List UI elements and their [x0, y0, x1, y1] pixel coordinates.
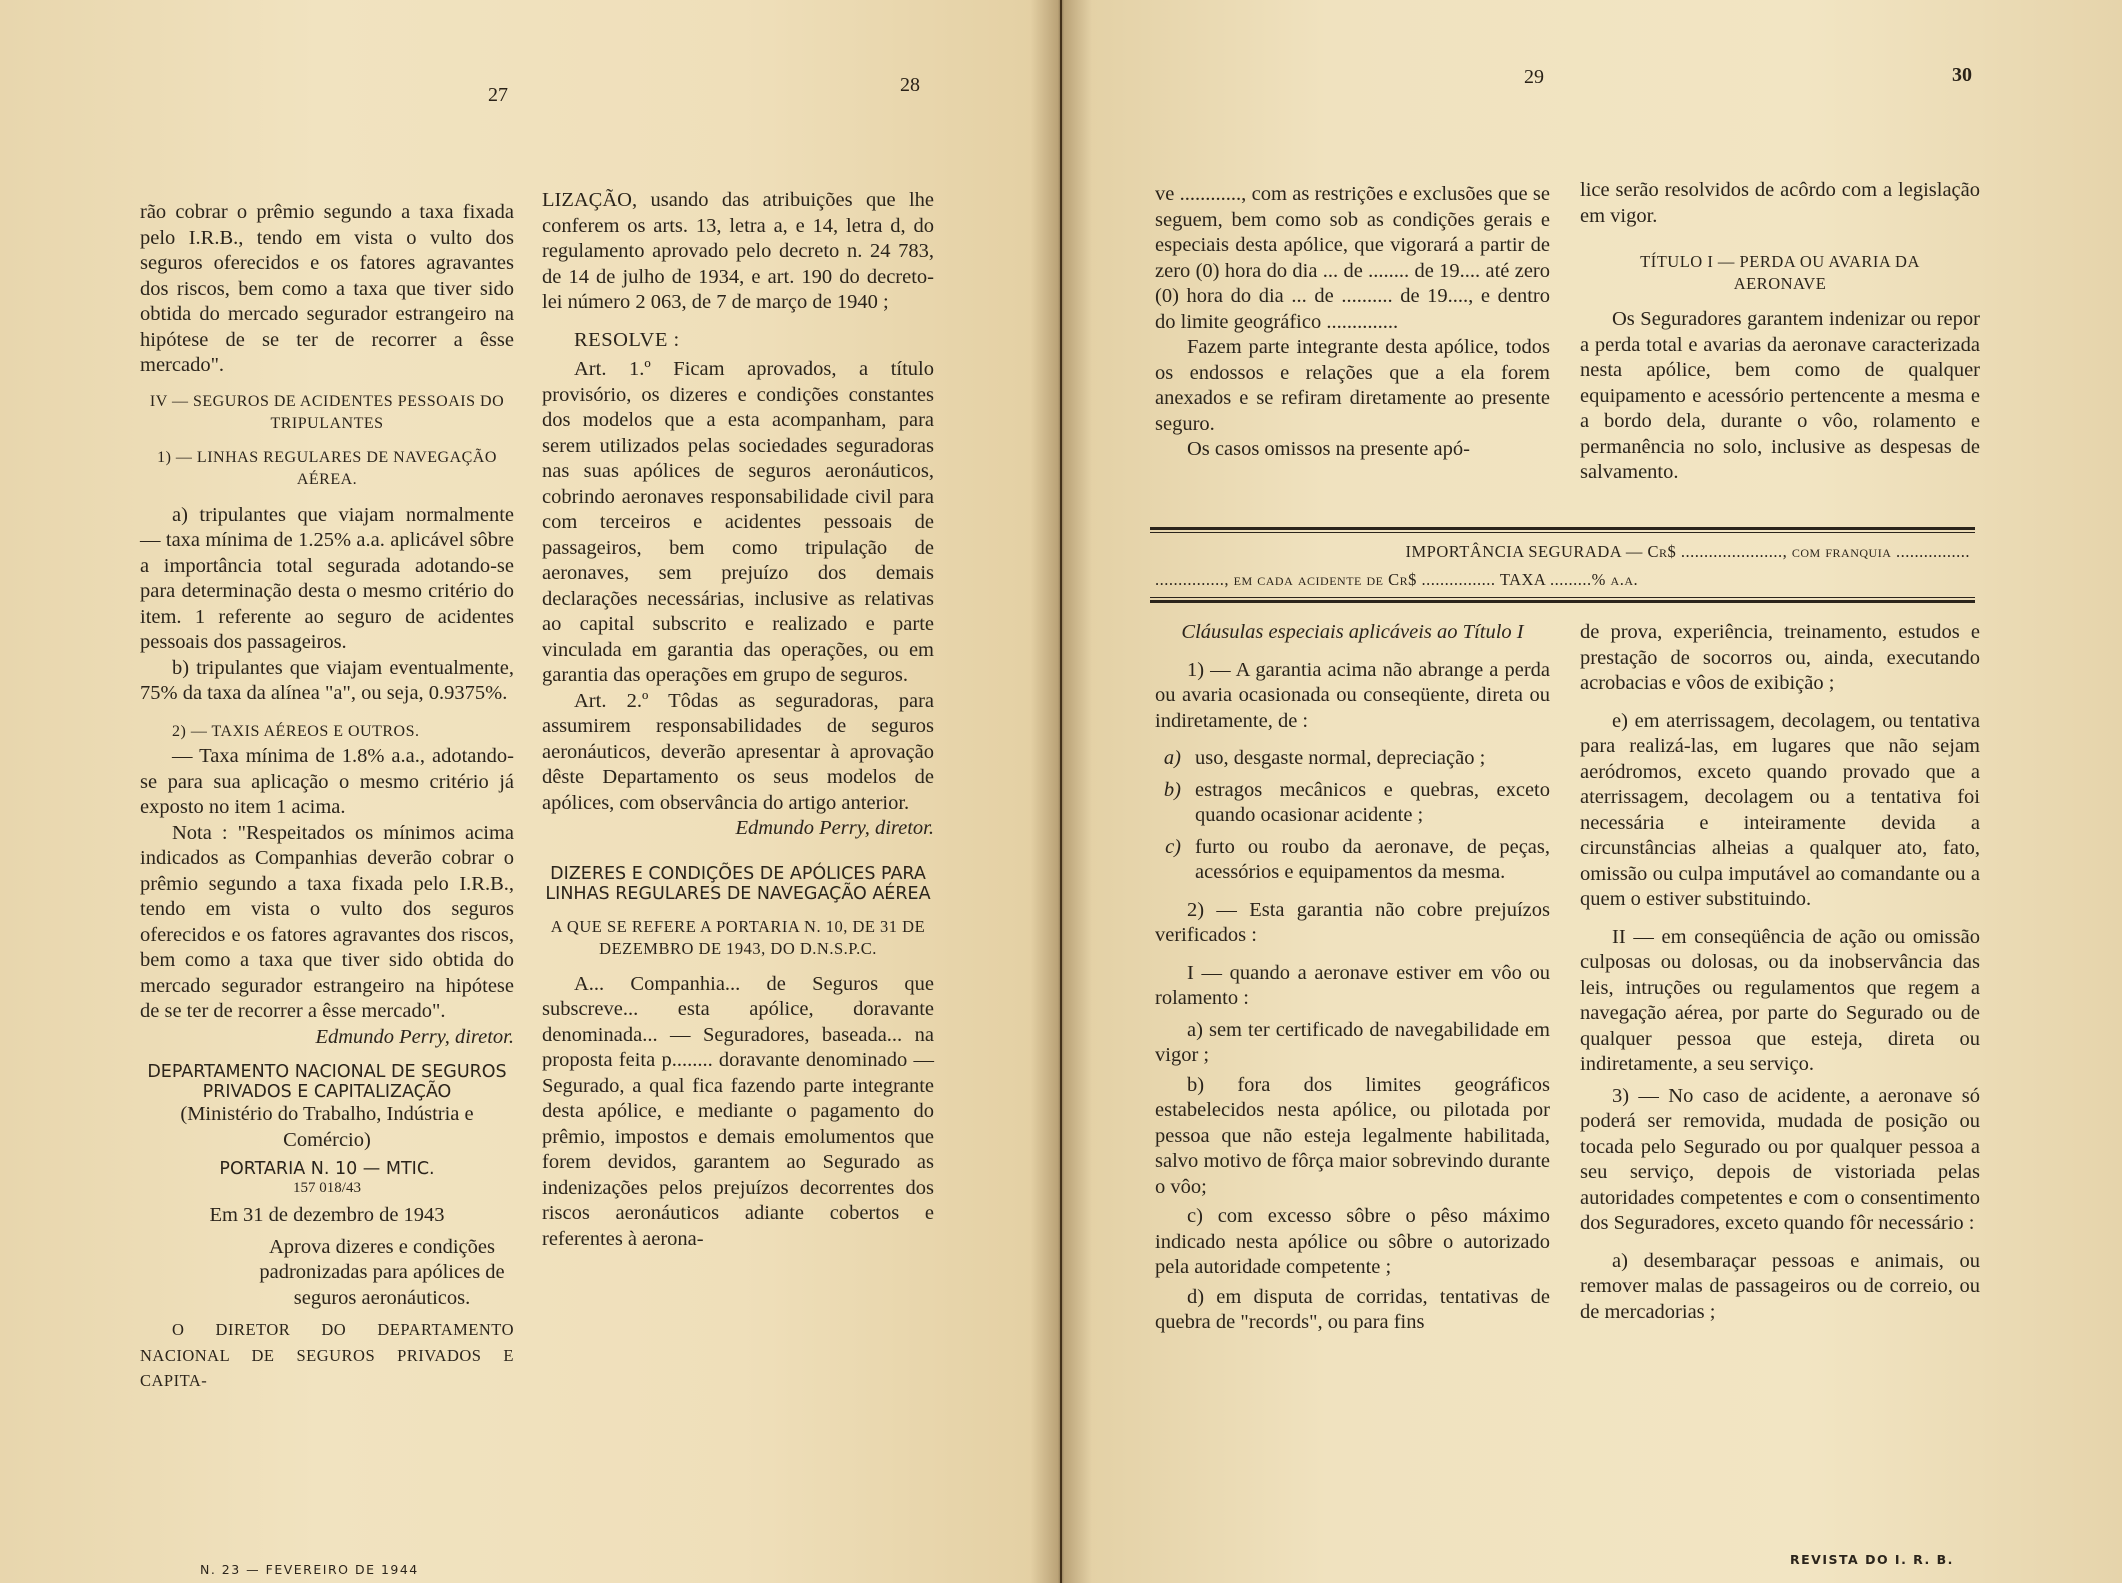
portaria-title: PORTARIA N. 10 — MTIC. — [219, 1159, 435, 1179]
paragraph: a) sem ter certificado de navegabilidade em vigor ; — [1155, 1018, 1550, 1066]
column-page-30-top — [1580, 178, 1980, 486]
paragraph: c) com excesso sôbre o pêso máximo indicado nesta apólice ou sôbre o autorizado pela autoridade competente ; — [1155, 1205, 1550, 1278]
list-label: b) — [1163, 778, 1181, 801]
paragraph: LIZAÇÃO, usando das atribuições que lhe conferem os arts. 13, letra a, e 14, letra d, do regulamento aprovado pelo decreto n. 24 783, de 14 de julho de 1934, e art. 190 do decreto-lei número 2 063, de 7 de março de 1940 ; — [542, 189, 934, 313]
paragraph: b) tripulantes que viajam eventualmente, 75% da taxa da alínea "a", ou seja, 0.9375%. — [140, 656, 514, 704]
paragraph: 3) — No caso de acidente, a aeronave só poderá ser removida, mudada de posição ou tocada pelo Segurado ou por qualquer pessoa a seu serviço, depois de vistoriada pelas autoridades competentes e com o consentimento dos Seguradores, exceto quando fôr necessário : — [1580, 1084, 1980, 1234]
ministry-line: (Ministério do Trabalho, Indústria e Comércio) — [180, 1103, 474, 1151]
list-text: uso, desgaste normal, depreciação ; — [1195, 747, 1486, 769]
subsection-heading: 1) — LINHAS REGULARES DE NAVEGAÇÃO AÉREA. — [157, 448, 497, 488]
paragraph: b) fora dos limites geográficos estabelecidos nesta apólice, ou pilotada por pessoa que não esteja legalmente habilitada, salvo motivo de fôrça maior sobrevindo durante o vôo; — [1155, 1073, 1550, 1198]
paragraph: Os casos omissos na presente apó- — [1187, 438, 1470, 460]
column-page-28 — [542, 188, 934, 1252]
list-item — [1155, 746, 1550, 772]
page-number-30: 30 — [1952, 64, 1972, 86]
paragraph: O DIRETOR DO DEPARTAMENTO NACIONAL DE SEGUROS PRIVADOS E CAPITA- — [140, 1320, 514, 1390]
rule-bottom-thin — [1150, 597, 1975, 598]
list-label: c) — [1165, 835, 1181, 858]
paragraph: ve ............, com as restrições e exclusões que se seguem, bem como sob as condições gerais e especiais desta apólice, que vigorará a partir de zero (0) hora do dia ... de ........ de 19.... até zero (0) hora do dia ... de .......... de 19...., e dentro do limite geográfico .............. — [1155, 183, 1550, 333]
column-page-29-top — [1155, 182, 1550, 463]
list-item — [1155, 835, 1550, 886]
list-label: a) — [1163, 747, 1181, 769]
department-heading: DEPARTAMENTO NACIONAL DE SEGUROS PRIVADOS E CAPITALIZAÇÃO — [147, 1062, 507, 1102]
column-page-30-bottom — [1580, 620, 1980, 1325]
paragraph: I — quando a aeronave estiver em vôo ou rolamento : — [1155, 961, 1550, 1009]
title-i-heading: TÍTULO I — PERDA OU AVARIA DA AERONAVE — [1640, 252, 1920, 293]
paragraph: Os Seguradores garantem indenizar ou repor a perda total e avarias da aeronave caracterizada nesta apólice, bem como de qualquer equipamento e acessório pertencente a mesma e a bordo dela, durante o vôo, rolamento e permanência no solo, inclusive as despesas de salvamento. — [1580, 308, 1980, 483]
paragraph: 1) — A garantia acima não abrange a perda ou avaria ocasionada ou conseqüente, direta ou indiretamente, de : — [1155, 658, 1550, 732]
page-number-28: 28 — [900, 74, 920, 96]
article-1: Art. 1.º Ficam aprovados, a título provisório, os dizeres e condições constantes dos modelos que a esta acompanham, para serem utilizados pelas sociedades seguradoras nas suas apólices de seguros aeronáuticos, cobrindo aeronaves responsabilidade civil para com terceiros e acidentes pessoais de passageiros, bem como tripulação de aeronaves, sem prejuízo dos demais declarações necessárias, inclusive as relativas ao capital subscrito e realizado e parte vinculada em garantia das operações, ou em garantia das operações em grupo de seguros. — [542, 358, 934, 686]
page-number-29: 29 — [1524, 66, 1544, 88]
section-heading: IV — SEGUROS DE ACIDENTES PESSOAIS DO TRIPULANTES — [149, 392, 505, 432]
paragraph: Fazem parte integrante desta apólice, todos os endossos e relações que a ela forem anexados e se refiram diretamente ao presente seguro. — [1155, 336, 1550, 435]
portaria-number: 157 018/43 — [293, 1180, 361, 1196]
paragraph: de prova, experiência, treinamento, estudos e prestação de socorros ou, ainda, executando acrobacias e vôos de exibição ; — [1580, 621, 1980, 694]
policy-reference: A QUE SE REFERE A PORTARIA N. 10, DE 31 DE DEZEMBRO DE 1943, DO D.N.S.P.C. — [550, 916, 926, 958]
policy-title: DIZERES E CONDIÇÕES DE APÓLICES PARA LINHAS REGULARES DE NAVEGAÇÃO AÉREA — [545, 863, 931, 904]
paragraph: rão cobrar o prêmio segundo a taxa fixada pelo I.R.B., tendo em vista o vulto dos seguros oferecidos e os fatores agravantes dos riscos, bem como a taxa que tiver sido obtida do mercado segurador estrangeiro na hipótese de se ter de recorrer a êsse mercado". — [140, 201, 514, 376]
signature: Edmundo Perry, diretor. — [315, 1025, 514, 1048]
footer-right: REVISTA DO I. R. B. — [1790, 1552, 1954, 1567]
paragraph: 2) — Esta garantia não cobre prejuízos verificados : — [1155, 898, 1550, 946]
paragraph: II — em conseqüência de ação ou omissão culposas ou dolosas, ou da inobservância das leis, intruções ou regulamentos que regem a navegação aérea, por parte do Segurado ou de qualquer pessoa que esteja, direta ou indiretamente, a seu serviço. — [1580, 925, 1980, 1075]
subsection-heading: 2) — TAXIS AÉREOS E OUTROS. — [172, 722, 420, 740]
column-page-29-bottom — [1155, 620, 1550, 1336]
paragraph: a) desembaraçar pessoas e animais, ou remover malas de passageiros ou de correio, ou de mercadorias ; — [1580, 1249, 1980, 1323]
paragraph: a) tripulantes que viajam normalmente — taxa mínima de 1.25% a.a. aplicável sôbre a importância total segurada adotando-se para determinação desta o mesmo critério do item. 1 referente ao seguro de acidentes pessoais dos passageiros. — [140, 503, 514, 653]
rate-line: ..............., em cada acidente de Cr$ ................ TAXA .........% a.a. — [1155, 570, 1639, 589]
signature: Edmundo Perry, diretor. — [735, 817, 934, 839]
resolve-heading: RESOLVE : — [574, 328, 680, 351]
portaria-summary: Aprova dizeres e condições padronizadas para apólices de seguros aeronáuticos. — [259, 1235, 505, 1309]
paragraph: — Taxa mínima de 1.8% a.a., adotando-se para sua aplicação o mesmo critério já exposto no item 1 acima. — [140, 745, 514, 818]
note-paragraph: Nota : "Respeitados os mínimos acima indicados as Companhias deverão cobrar o prêmio segundo a taxa fixada pelo I.R.B., tendo em vista o vulto dos seguros oferecidos e os fatores agravantes dos riscos, bem como a taxa que tiver sido obtida do mercado segurador estrangeiro na hipótese de se ter de recorrer a êsse mercado". — [140, 821, 514, 1022]
paragraph: e) em aterrissagem, decolagem, ou tentativa para realizá-las, em lugares que não sejam aeródromos, exceto quando provado que a aterrissagem, decolagem ou a tentativa foi necessária e inteiramente devida a circunstâncias alheias a qualquer ato, fato, omissão ou culpa imputável ao comandante ou a quem o estiver substituindo. — [1580, 709, 1980, 910]
list-text: furto ou roubo da aeronave, de peças, acessórios e equipamentos da mesma. — [1195, 835, 1550, 883]
article-2: Art. 2.º Tôdas as seguradoras, para assumirem responsabilidades de seguros aeronáuticos, deverão apresentar à aprovação dêste Departamento os seus modelos de apólices, com observância do artigo anterior. — [542, 689, 934, 814]
footer-left: N. 23 — FEVEREIRO DE 1944 — [200, 1562, 419, 1577]
insured-amount-line: IMPORTÂNCIA SEGURADA — Cr$ ......................, com franquia ................ — [1405, 542, 1970, 561]
rule-bottom — [1150, 600, 1975, 603]
portaria-date: Em 31 de dezembro de 1943 — [209, 1204, 445, 1226]
list-item — [1155, 778, 1550, 829]
special-clauses-heading: Cláusulas especiais aplicáveis ao Título I — [1181, 621, 1524, 643]
page-number-27: 27 — [488, 84, 508, 106]
paragraph: d) em disputa de corridas, tentativas de quebra de "records", ou para fins — [1155, 1285, 1550, 1333]
rule-top — [1150, 527, 1975, 530]
paragraph: A... Companhia... de Seguros que subscreve... esta apólice, doravante denominada... — Seguradores, baseada... na proposta feita p........ doravante denominado — Segurado, a qual fica fazendo parte integrante desta apólice, e mediante o pagamento do prêmio, impostos e demais emolumentos que forem devidos, garantem ao Segurado as indenizações pelos prejuízos decorrentes dos riscos aeronáuticos adiante cobertos e referentes à aerona- — [542, 972, 934, 1250]
paragraph: lice serão resolvidos de acôrdo com a legislação em vigor. — [1580, 179, 1980, 227]
list-text: estragos mecânicos e quebras, exceto quando ocasionar acidente ; — [1195, 778, 1550, 826]
column-page-27 — [140, 200, 514, 1394]
rule-top-thin — [1150, 532, 1975, 533]
